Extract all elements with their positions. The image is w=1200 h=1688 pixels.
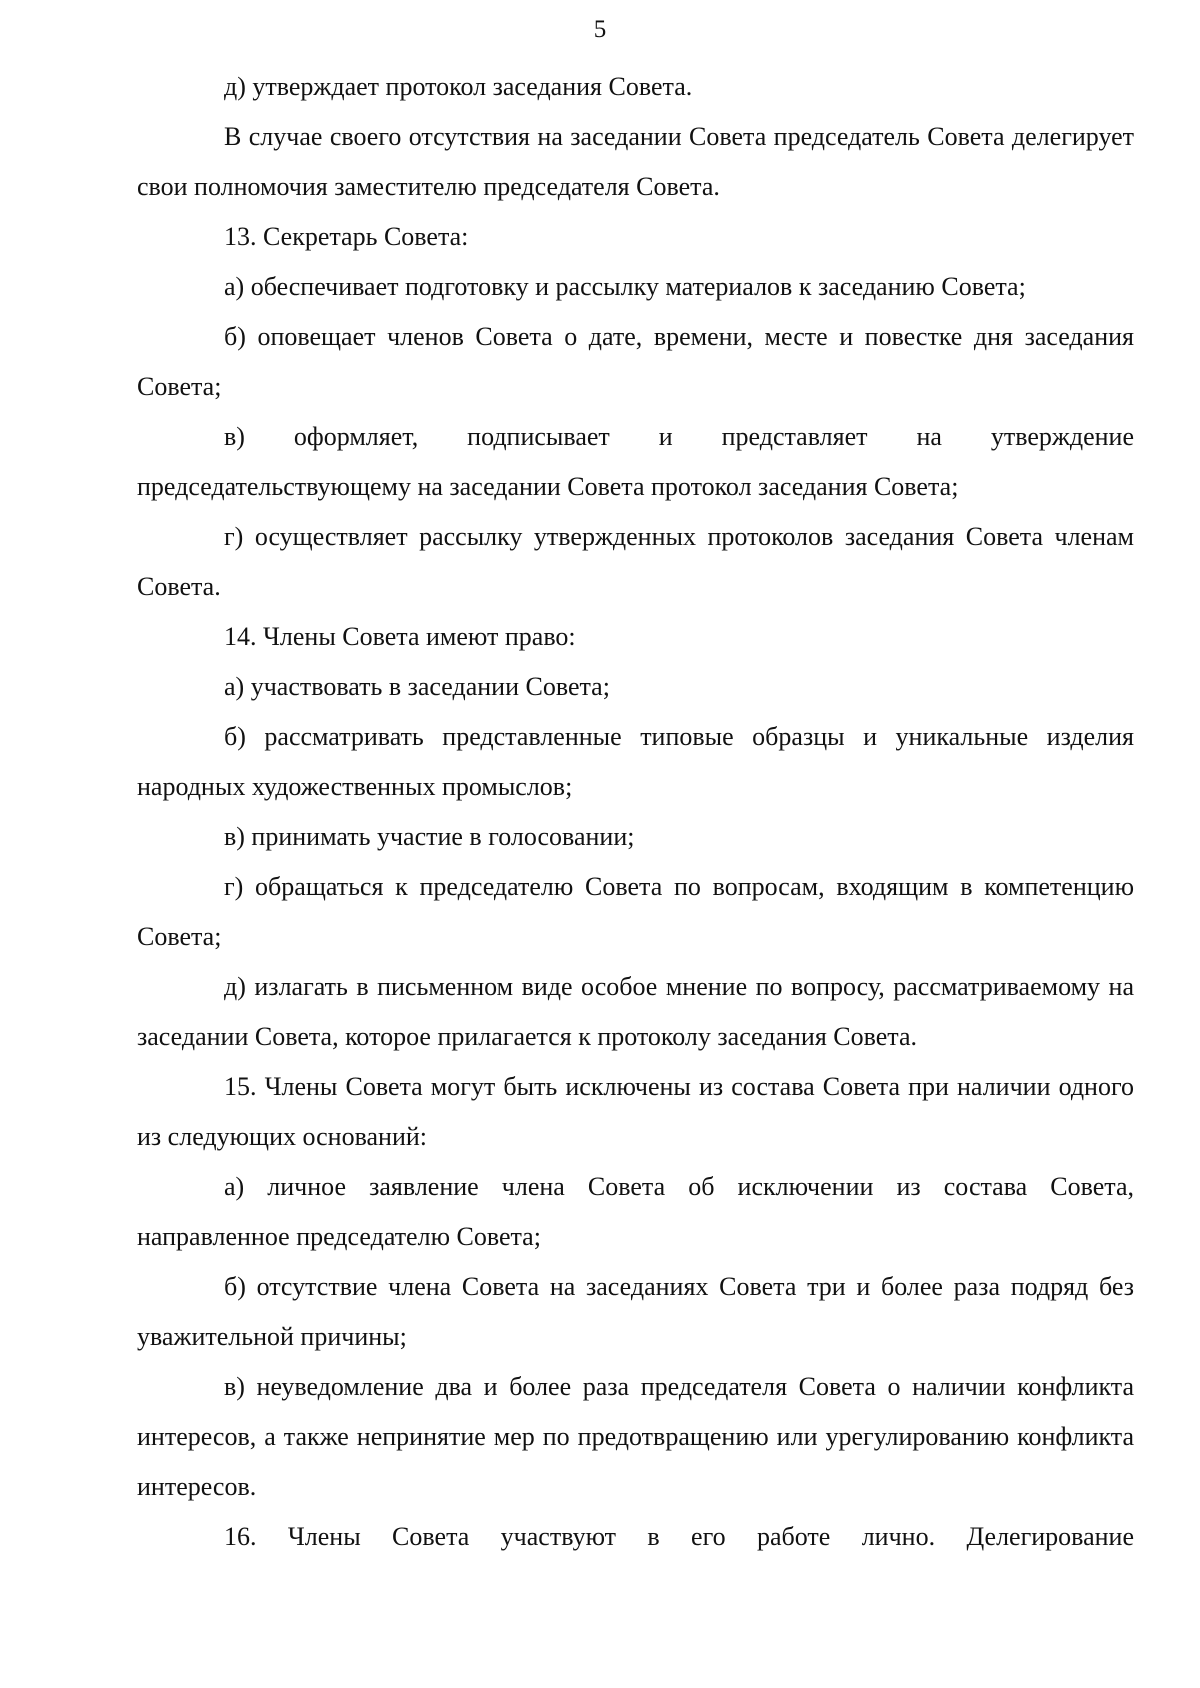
paragraph: г) обращаться к председателю Совета по вопросам, входящим в компетенцию Совета; [137, 872, 1134, 951]
paragraph: а) участвовать в заседании Совета; [224, 672, 610, 701]
paragraph: в) неуведомление два и более раза председателя Совета о наличии конфликта интересов, а также непринятие мер по предотвращению или урегулированию конфликта интересов. [137, 1372, 1134, 1501]
paragraph: а) личное заявление члена Совета об исключении из состава Совета, направленное председателю Совета; [137, 1172, 1134, 1251]
paragraph: д) утверждает протокол заседания Совета. [224, 72, 693, 101]
paragraph: а) обеспечивает подготовку и рассылку материалов к заседанию Совета; [224, 272, 1026, 301]
paragraph: б) рассматривать представленные типовые образцы и уникальные изделия народных художественных промыслов; [137, 722, 1134, 801]
document-body [137, 62, 1134, 1562]
paragraph: б) отсутствие члена Совета на заседаниях Совета три и более раза подряд без уважительной причины; [137, 1272, 1134, 1351]
paragraph: в) принимать участие в голосовании; [224, 822, 635, 851]
paragraph: 13. Секретарь Совета: [224, 222, 469, 251]
paragraph: г) осуществляет рассылку утвержденных протоколов заседания Совета членам Совета. [137, 522, 1134, 601]
paragraph: 15. Члены Совета могут быть исключены из состава Совета при наличии одного из следующих оснований: [137, 1072, 1134, 1151]
paragraph: б) оповещает членов Совета о дате, времени, месте и повестке дня заседания Совета; [137, 322, 1134, 401]
paragraph: д) излагать в письменном виде особое мнение по вопросу, рассматриваемому на заседании Совета, которое прилагается к протоколу заседания Совета. [137, 972, 1134, 1051]
paragraph: 14. Члены Совета имеют право: [224, 622, 576, 651]
page-number: 5 [593, 16, 607, 43]
paragraph: в) оформляет, подписывает и представляет на утверждение председательствующему на заседании Совета протокол заседания Совета; [137, 422, 1134, 501]
paragraph: 16. Члены Совета участвуют в его работе лично. Делегирование [224, 1522, 1134, 1551]
paragraph: В случае своего отсутствия на заседании Совета председатель Совета делегирует свои полномочия заместителю председателя Совета. [137, 122, 1134, 201]
